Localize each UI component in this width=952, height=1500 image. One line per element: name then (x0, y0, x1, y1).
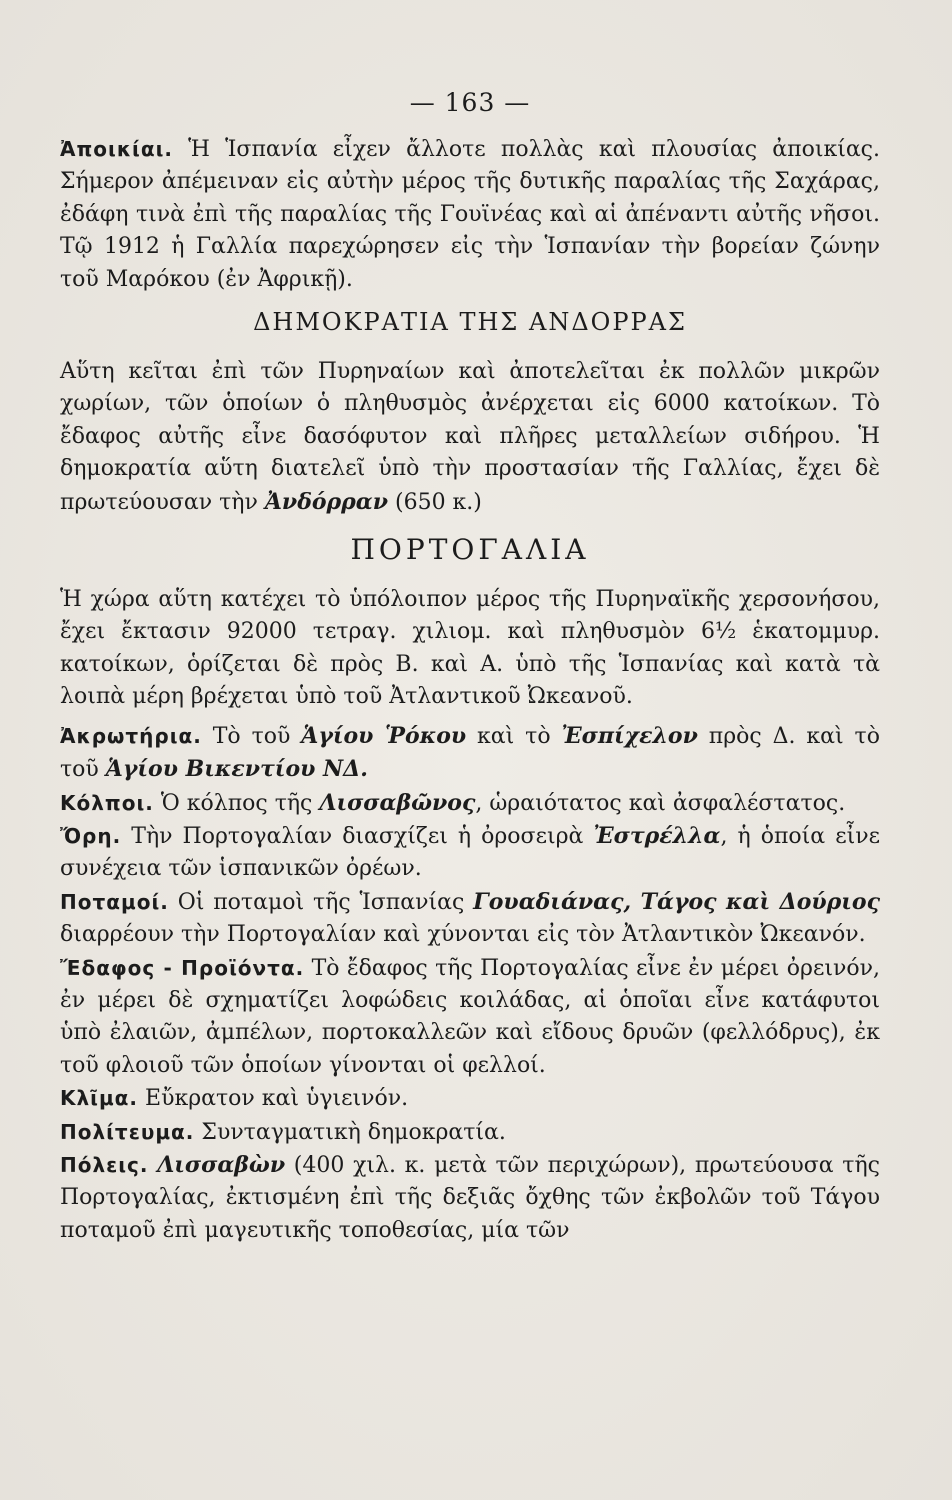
andorra-capital: Ἀνδόρραν (264, 488, 388, 515)
spain-colonies-paragraph (60, 133, 880, 296)
portugal-intro: Ἡ χώρα αὕτη κατέχει τὸ ὑπόλοιπον μέρος τῆς Πυρηναϊκῆς χερσονήσου, ἔχει ἔκτασιν 92000 τετραγ. χιλιομ. καὶ πληθυσμὸν 6½ ἑκατομμυρ. κατοίκων, ὁρίζεται δὲ πρὸς Β. καὶ Α. ὑπὸ τῆς Ἱσπανίας καὶ κατὰ τὰ λοιπὰ μέρη βρέχεται ὑπὸ τοῦ Ἀτλαντικοῦ Ὠκεανοῦ. (60, 587, 880, 710)
climate-lead: Κλῖμα. (60, 1086, 139, 1111)
cities-i1: Λισσαβὼν (157, 1151, 286, 1178)
andorra-text-before: Αὕτη κεῖται ἐπὶ τῶν Πυρηναίων καὶ ἀποτελεῖται ἐκ πολλῶν μικρῶν χωρίων, τῶν ὁποίων ὁ πληθυσμὸς ἀνέρχεται εἰς 6000 κατοίκων. Τὸ ἔδαφος αὐτῆς εἶνε δασόφυτον καὶ πλῆρες μεταλλείων σιδήρου. Ἡ δημοκρατία αὕτη διατελεῖ ὑπὸ τὴν προστασίαν τῆς Γαλλίας, ἔχει δὲ πρωτεύουσαν τὴν (60, 359, 880, 515)
andorra-heading: ΔΗΜΟΚΡΑΤΙΑ ΤΗΣ ΑΝΔΟΡΡΑΣ (253, 308, 687, 337)
capes-lead: Ἀκρωτήρια. (60, 723, 202, 748)
gulfs-i1: Λισσαβῶνος (319, 789, 476, 816)
gulfs-paragraph (60, 787, 880, 820)
government-paragraph (60, 1116, 880, 1149)
rivers-t1: Οἱ ποταμοὶ τῆς Ἱσπανίας (168, 889, 474, 915)
capes-t1: Τὸ τοῦ (201, 723, 302, 749)
rivers-paragraph (60, 886, 880, 952)
cities-t1 (149, 1153, 158, 1178)
mountains-t1: Τὴν Πορτογαλίαν διασχίζει ἡ ὀροσειρὰ (121, 823, 594, 849)
mountains-t2: , ἡ ὁποία εἶνε συνέχεια τῶν ἱσπανικῶν ὀρέων. (60, 823, 880, 882)
page-number: — 163 — (409, 88, 531, 117)
gulfs-t2: , ὡραιότατος καὶ ἀσφαλέστατος. (475, 790, 846, 816)
government-text: Συνταγματικὴ δημοκρατία. (194, 1119, 506, 1145)
climate-text: Εὔκρατον καὶ ὑγιεινόν. (138, 1086, 409, 1112)
capes-t3: πρὸς Δ. καὶ τὸ τοῦ (60, 723, 880, 783)
cities-t2: (400 χιλ. κ. μετὰ τῶν περιχώρων), πρωτεύουσα τῆς Πορτογαλίας, ἐκτισμένη ἐπὶ τῆς δεξιᾶς ὄχθης τῶν ἐκβολῶν τοῦ Τάγου ποταμοῦ ἐπὶ μαγευτικῆς τοποθεσίας, μία τῶν (60, 1152, 880, 1243)
mountains-paragraph (60, 820, 880, 886)
gulfs-lead: Κόλποι. (60, 790, 154, 815)
mountains-i1: Ἐστρέλλα (593, 822, 721, 849)
government-lead: Πολίτευμα. (60, 1119, 195, 1144)
capes-paragraph (60, 720, 880, 787)
soil-text: Τὸ ἔδαφος τῆς Πορτογαλίας εἶνε ἐν μέρει ὀρεινόν, ἐν μέρει δὲ σχηματίζει λοφώδεις κοιλάδας, αἱ ὁποῖαι εἶνε κατάφυτοι ὑπὸ ἐλαιῶν, ἀμπέλων, πορτοκαλλεῶν καὶ εἴδους δρυῶν (φελλόδρυς), ἐκ τοῦ φλοιοῦ τῶν ὁποίων γίνονται οἱ φελλοί. (60, 955, 880, 1078)
gulfs-t1: Ὁ κόλπος τῆς (153, 790, 320, 816)
andorra-paragraph (60, 356, 880, 519)
cities-lead: Πόλεις. (60, 1152, 149, 1177)
colonies-text: Ἡ Ἱσπανία εἶχεν ἄλλοτε πολλὰς καὶ πλουσίας ἀποικίας. Σήμερον ἀπέμειναν εἰς αὐτὴν μέρος τῆς δυτικῆς παραλίας τῆς Σαχάρας, ἐδάφη τινὰ ἐπὶ τῆς παραλίας τῆς Γουϊνέας καὶ αἱ ἀπέναντι αὐτῆς νῆσοι. Τῷ 1912 ἡ Γαλλία παρεχώρησεν εἰς τὴν Ἱσπανίαν τὴν βορείαν ζώνην τοῦ Μαρόκου (ἐν Ἀφρικῇ). (60, 137, 880, 292)
portugal-heading: ΠΟΡΤΟΓΑΛΙΑ (350, 533, 590, 567)
soil-paragraph (60, 952, 880, 1083)
soil-lead: Ἔδαφος - Προϊόντα. (60, 955, 305, 980)
capes-i2: Ἐσπίχελον (561, 722, 698, 749)
capes-i3: Ἁγίου Βικεντίου ΝΔ. (105, 756, 368, 783)
rivers-i1: Γουαδιάνας, Τάγος καὶ Δούριος (473, 888, 880, 915)
rivers-t2: διαρρέουν τὴν Πορτογαλίαν καὶ χύνονται εἰς τὸν Ἀτλαντικὸν Ὠκεανόν. (60, 922, 866, 948)
climate-paragraph (60, 1082, 880, 1115)
cities-paragraph (60, 1149, 880, 1247)
capes-t2: καὶ τὸ (466, 723, 562, 749)
capes-i1: Ἁγίου Ῥόκου (301, 722, 467, 749)
mountains-lead: Ὄρη. (60, 823, 122, 848)
colonies-lead: Ἀποικίαι. (60, 137, 173, 161)
rivers-lead: Ποταμοί. (60, 889, 169, 914)
andorra-text-after: (650 κ.) (388, 489, 482, 515)
